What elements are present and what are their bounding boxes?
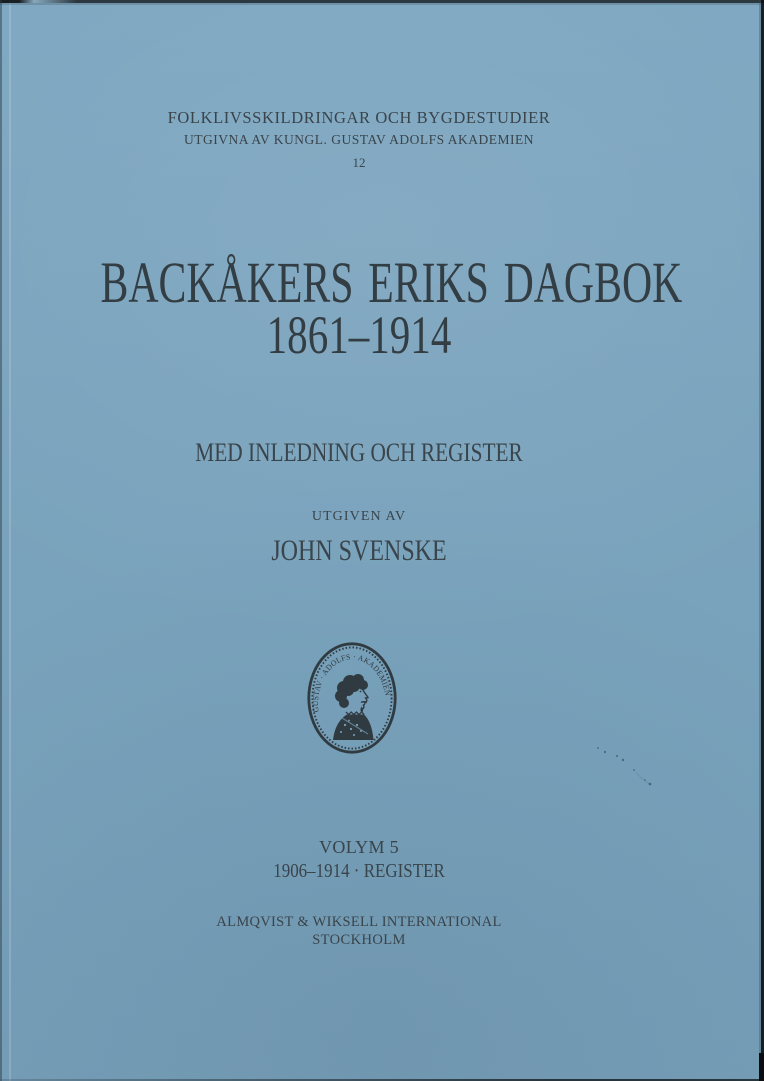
photo-edge-right-soft xyxy=(759,0,761,1081)
dust-specks xyxy=(588,740,672,796)
editor-label: UTGIVEN AV xyxy=(311,509,407,524)
book-subtitle: MED INLEDNING OCH REGISTER xyxy=(195,438,523,467)
spine-crease-highlight xyxy=(9,0,11,1081)
publisher-name: ALMQVIST & WIKSELL INTERNATIONAL xyxy=(216,914,502,930)
book-title-line1: BACKÅKERS ERIKS DAGBOK xyxy=(100,250,683,315)
photo-edge-top-shade xyxy=(0,3,764,5)
portrait-collar xyxy=(346,712,364,715)
volume-detail: 1906–1914 · REGISTER xyxy=(273,861,445,882)
portrait-bust xyxy=(333,715,374,741)
series-subtitle: UTGIVNA AV KUNGL. GUSTAV ADOLFS AKADEMIEN xyxy=(184,132,534,147)
series-title: FOLKLIVSSKILDRINGAR OCH BYGDESTUDIER xyxy=(167,108,551,127)
gustav-adolf-medallion-icon xyxy=(306,641,398,755)
editor-name: JOHN SVENSKE xyxy=(271,534,447,567)
medallion-rim-text: GUSTAV · ADOLFS · AKADEMIEN xyxy=(310,652,393,713)
photo-edge-left xyxy=(0,0,2,1081)
volume-number: VOLYM 5 xyxy=(319,837,399,857)
publisher-city: STOCKHOLM xyxy=(312,932,406,948)
book-title-years: 1861–1914 xyxy=(266,305,452,365)
series-number: 12 xyxy=(352,155,366,170)
photo-corner-bottom-right xyxy=(759,1053,764,1081)
